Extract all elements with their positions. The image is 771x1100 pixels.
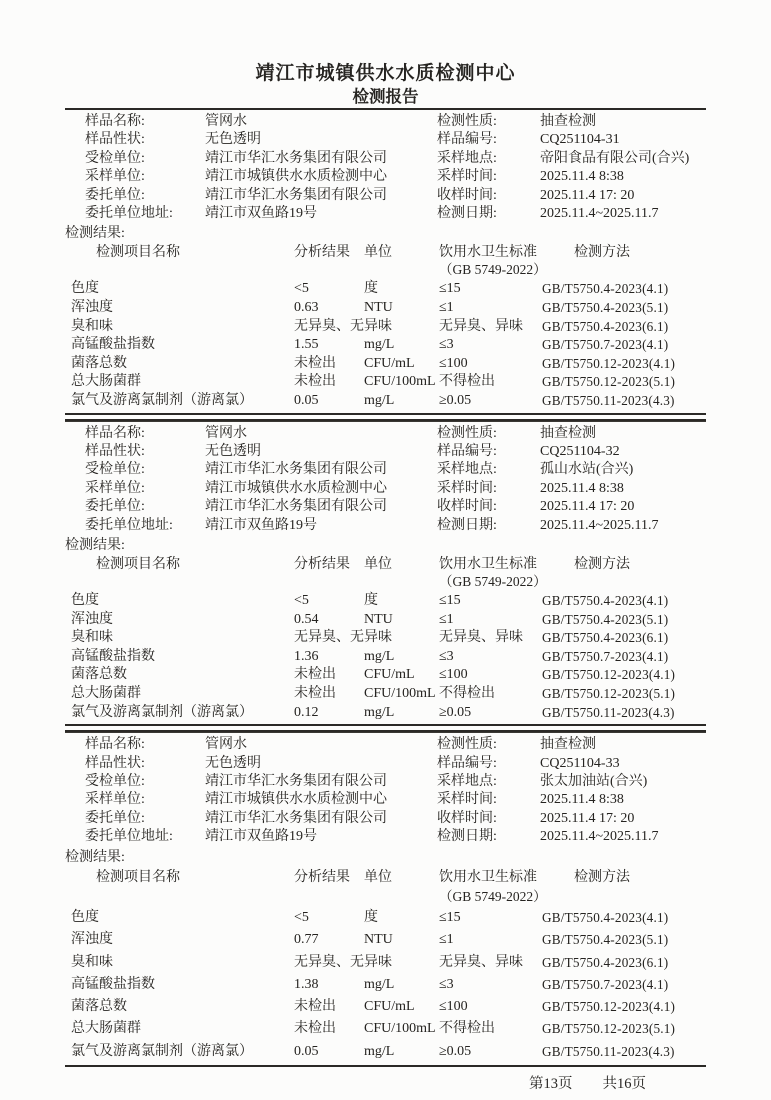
info-value-client-address: 靖江市双鱼路19号 (205, 829, 317, 845)
info-label-sample-name: 样品名称: (85, 425, 145, 441)
cell-result: 未检出 (294, 999, 336, 1015)
col-header-method: 检测方法 (574, 869, 630, 885)
table-header-row (65, 867, 706, 905)
info-label-client-unit: 委托单位: (85, 187, 145, 203)
info-value-sampling-time: 2025.11.4 8:38 (540, 169, 624, 185)
cell-result: 未检出 (294, 374, 336, 390)
cell-standard: ≥0.05 (439, 1043, 472, 1059)
info-value-sample-appearance: 无色透明 (205, 444, 261, 459)
cell-item: 菌落总数 (71, 999, 127, 1015)
cell-result: <5 (294, 909, 309, 925)
info-label-receiving-time: 收样时间: (437, 187, 497, 203)
table-row (65, 355, 706, 374)
info-value-sample-name: 管网水 (205, 737, 247, 753)
cell-method: GB/T5750.12-2023(4.1) (542, 667, 676, 683)
cell-standard: ≤100 (439, 355, 468, 371)
col-header-standard-line1: 饮用水卫生标准 (439, 245, 537, 261)
info-label-test-date: 检测日期: (437, 829, 497, 845)
cell-method: GB/T5750.11-2023(4.3) (542, 393, 675, 408)
cell-result: 0.63 (294, 300, 319, 316)
cell-result: 无异臭、无异味 (294, 954, 392, 970)
cell-method: GB/T5750.12-2023(5.1) (542, 686, 676, 701)
cell-item: 浑浊度 (71, 932, 113, 948)
col-header-unit: 单位 (364, 245, 392, 261)
cell-standard: 不得检出 (439, 1021, 495, 1037)
cell-item: 浑浊度 (71, 611, 113, 627)
info-value-inspected-unit: 靖江市华汇水务集团有限公司 (205, 774, 387, 789)
cell-unit: 度 (364, 593, 378, 609)
table-row (65, 629, 706, 648)
cell-item: 总大肠菌群 (71, 1021, 141, 1037)
table-row (65, 1018, 706, 1040)
cell-item: 高锰酸盐指数 (71, 648, 155, 664)
cell-standard: ≤15 (439, 909, 461, 925)
cell-unit: CFU/100mL (364, 686, 436, 701)
col-header-unit: 单位 (364, 557, 392, 573)
cell-standard: ≤100 (439, 667, 468, 683)
sample-info (65, 736, 706, 846)
info-label-sample-appearance: 样品性状: (85, 444, 145, 459)
info-label-client-address: 委托单位地址: (85, 517, 173, 533)
cell-result: 无异臭、无异味 (294, 630, 392, 646)
cell-method: GB/T5750.4-2023(6.1) (542, 318, 669, 334)
info-label-sample-name: 样品名称: (85, 114, 145, 129)
cell-unit: mg/L (364, 1043, 395, 1059)
col-header-standard-line2: （GB 5749-2022） (439, 574, 547, 590)
page-subtitle: 检测报告 (65, 86, 706, 110)
info-value-sample-name: 管网水 (205, 114, 247, 129)
cell-unit: CFU/100mL (364, 374, 436, 390)
table-header-row (65, 243, 706, 278)
info-value-client-unit: 靖江市华汇水务集团有限公司 (205, 810, 387, 826)
col-header-standard (439, 243, 547, 278)
sample-info (65, 425, 706, 535)
info-label-sample-appearance: 样品性状: (85, 132, 145, 148)
cell-method: GB/T5750.4-2023(4.1) (542, 593, 669, 609)
cell-method: GB/T5750.4-2023(5.1) (542, 611, 669, 627)
results-table (65, 867, 706, 1067)
cell-item: 氯气及游离氯制剂（游离氯） (71, 1043, 253, 1059)
info-label-inspected-unit: 受检单位: (85, 774, 145, 789)
info-value-test-nature: 抽查检测 (540, 425, 596, 441)
info-value-client-unit: 靖江市华汇水务集团有限公司 (205, 187, 387, 203)
cell-result: 未检出 (294, 1021, 336, 1037)
cell-item: 臭和味 (71, 318, 113, 334)
report-section (65, 422, 706, 734)
col-header-method: 检测方法 (574, 557, 630, 573)
info-value-receiving-time: 2025.11.4 17: 20 (540, 499, 635, 515)
cell-method: GB/T5750.12-2023(5.1) (542, 374, 676, 390)
col-header-item: 检测项目名称 (96, 245, 180, 261)
table-row (65, 1041, 706, 1063)
cell-method: GB/T5750.7-2023(4.1) (542, 976, 669, 992)
info-value-sampling-site: 孤山水站(合兴) (540, 462, 634, 478)
results-label: 检测结果: (65, 538, 125, 554)
page-title: 靖江市城镇供水水质检测中心 (255, 63, 516, 84)
cell-result: 未检出 (294, 355, 336, 371)
report-section (65, 733, 706, 1067)
cell-method: GB/T5750.7-2023(4.1) (542, 648, 669, 664)
cell-standard: ≤1 (439, 300, 454, 316)
cell-standard: ≤3 (439, 648, 454, 664)
cell-standard: 不得检出 (439, 686, 495, 701)
cell-method: GB/T5750.4-2023(4.1) (542, 281, 669, 297)
cell-standard: ≤15 (439, 593, 461, 609)
table-row (65, 704, 706, 723)
cell-unit: mg/L (364, 648, 395, 664)
info-value-sampling-site: 帝阳食品有限公司(合兴) (540, 150, 690, 166)
cell-unit: NTU (364, 611, 393, 627)
cell-item: 菌落总数 (71, 667, 127, 683)
info-label-sample-appearance: 样品性状: (85, 755, 145, 771)
info-value-client-unit: 靖江市华汇水务集团有限公司 (205, 499, 387, 515)
col-header-unit: 单位 (364, 869, 392, 885)
info-value-test-date: 2025.11.4~2025.11.7 (540, 206, 659, 222)
col-header-item: 检测项目名称 (96, 869, 180, 885)
info-label-sampling-time: 采样时间: (437, 792, 497, 808)
info-label-sampling-time: 采样时间: (437, 169, 497, 185)
sample-info (65, 113, 706, 223)
info-value-sampling-unit: 靖江市城镇供水水质检测中心 (205, 169, 387, 185)
info-label-test-nature: 检测性质: (437, 737, 497, 753)
results-label: 检测结果: (65, 226, 125, 242)
info-value-receiving-time: 2025.11.4 17: 20 (540, 187, 635, 203)
cell-standard: ≤3 (439, 337, 454, 353)
cell-item: 氯气及游离氯制剂（游离氯） (71, 393, 253, 408)
info-label-test-date: 检测日期: (437, 517, 497, 533)
cell-item: 氯气及游离氯制剂（游离氯） (71, 704, 253, 720)
info-value-inspected-unit: 靖江市华汇水务集团有限公司 (205, 150, 387, 166)
cell-standard: ≤100 (439, 999, 468, 1015)
cell-unit: CFU/100mL (364, 1021, 436, 1037)
cell-method: GB/T5750.12-2023(4.1) (542, 355, 676, 371)
page-total: 共16页 (602, 1076, 646, 1092)
table-row (65, 592, 706, 611)
results-label: 检测结果: (65, 849, 125, 865)
info-value-test-nature: 抽查检测 (540, 114, 596, 129)
cell-result: <5 (294, 281, 309, 297)
table-row (65, 299, 706, 318)
cell-unit: 度 (364, 909, 378, 925)
info-label-sample-no: 样品编号: (437, 755, 497, 771)
info-label-sample-name: 样品名称: (85, 737, 145, 753)
cell-unit: NTU (364, 300, 393, 316)
info-value-sample-no: CQ251104-31 (540, 132, 620, 148)
info-value-sampling-unit: 靖江市城镇供水水质检测中心 (205, 792, 387, 808)
cell-standard: 不得检出 (439, 374, 495, 390)
cell-unit: mg/L (364, 337, 395, 353)
info-value-sample-appearance: 无色透明 (205, 132, 261, 148)
info-label-client-address: 委托单位地址: (85, 206, 173, 222)
cell-result: 1.36 (294, 648, 319, 664)
cell-unit: mg/L (364, 393, 395, 408)
cell-method: GB/T5750.4-2023(5.1) (542, 300, 669, 316)
table-row (65, 974, 706, 996)
cell-result: 0.12 (294, 704, 319, 720)
info-label-test-date: 检测日期: (437, 206, 497, 222)
info-label-test-nature: 检测性质: (437, 114, 497, 129)
info-label-test-nature: 检测性质: (437, 425, 497, 441)
col-header-item: 检测项目名称 (96, 557, 180, 573)
info-label-client-address: 委托单位地址: (85, 829, 173, 845)
col-header-result: 分析结果 (294, 245, 350, 261)
cell-result: 0.54 (294, 611, 319, 627)
info-value-test-date: 2025.11.4~2025.11.7 (540, 517, 659, 533)
cell-unit: CFU/mL (364, 355, 415, 371)
info-label-receiving-time: 收样时间: (437, 810, 497, 826)
cell-result: 1.55 (294, 337, 319, 353)
info-value-sampling-unit: 靖江市城镇供水水质检测中心 (205, 480, 387, 496)
cell-standard: ≤1 (439, 611, 454, 627)
cell-item: 色度 (71, 909, 99, 925)
info-value-sampling-site: 张太加油站(合兴) (540, 774, 648, 789)
cell-standard: ≤1 (439, 932, 454, 948)
info-label-sampling-unit: 采样单位: (85, 480, 145, 496)
cell-method: GB/T5750.7-2023(4.1) (542, 337, 669, 353)
info-label-inspected-unit: 受检单位: (85, 150, 145, 166)
cell-item: 色度 (71, 593, 99, 609)
cell-method: GB/T5750.12-2023(4.1) (542, 999, 676, 1015)
cell-item: 色度 (71, 281, 99, 297)
cell-method: GB/T5750.4-2023(4.1) (542, 909, 669, 925)
table-row (65, 685, 706, 704)
cell-result: 未检出 (294, 667, 336, 683)
table-header-row (65, 555, 706, 590)
cell-unit: 度 (364, 281, 378, 297)
info-label-sampling-time: 采样时间: (437, 480, 497, 496)
cell-item: 总大肠菌群 (71, 686, 141, 701)
sections-container (65, 110, 706, 1067)
table-row (65, 996, 706, 1018)
table-row (65, 907, 706, 929)
results-table (65, 555, 706, 726)
cell-item: 高锰酸盐指数 (71, 976, 155, 992)
cell-item: 臭和味 (71, 630, 113, 646)
cell-method: GB/T5750.11-2023(4.3) (542, 1043, 675, 1059)
col-header-standard (439, 555, 547, 590)
cell-method: GB/T5750.12-2023(5.1) (542, 1021, 676, 1037)
cell-item: 总大肠菌群 (71, 374, 141, 390)
info-value-sample-no: CQ251104-32 (540, 444, 620, 459)
col-header-standard-line2: （GB 5749-2022） (439, 888, 547, 904)
info-label-sampling-site: 采样地点: (437, 150, 497, 166)
table-row (65, 392, 706, 411)
info-label-sampling-site: 采样地点: (437, 774, 497, 789)
cell-item: 浑浊度 (71, 300, 113, 316)
table-row (65, 336, 706, 355)
table-row (65, 611, 706, 630)
cell-result: 无异臭、无异味 (294, 318, 392, 334)
col-header-standard-line1: 饮用水卫生标准 (439, 557, 537, 573)
col-header-method: 检测方法 (574, 245, 630, 261)
table-row (65, 318, 706, 337)
info-label-inspected-unit: 受检单位: (85, 462, 145, 478)
cell-item: 臭和味 (71, 954, 113, 970)
info-value-inspected-unit: 靖江市华汇水务集团有限公司 (205, 462, 387, 478)
table-row (65, 648, 706, 667)
info-value-sampling-time: 2025.11.4 8:38 (540, 792, 624, 808)
page-footer (65, 1075, 706, 1094)
info-value-client-address: 靖江市双鱼路19号 (205, 517, 317, 533)
col-header-result: 分析结果 (294, 557, 350, 573)
info-value-test-date: 2025.11.4~2025.11.7 (540, 829, 659, 845)
info-label-sampling-unit: 采样单位: (85, 792, 145, 808)
cell-result: 0.05 (294, 393, 319, 408)
cell-unit: NTU (364, 932, 393, 948)
cell-method: GB/T5750.4-2023(5.1) (542, 932, 669, 948)
info-value-client-address: 靖江市双鱼路19号 (205, 206, 317, 222)
results-table (65, 243, 706, 414)
report-section (65, 110, 706, 422)
cell-method: GB/T5750.4-2023(6.1) (542, 954, 669, 970)
cell-unit (364, 318, 439, 337)
info-value-test-nature: 抽查检测 (540, 737, 596, 753)
cell-unit: CFU/mL (364, 999, 415, 1015)
cell-method: GB/T5750.4-2023(6.1) (542, 630, 669, 646)
info-value-sampling-time: 2025.11.4 8:38 (540, 480, 624, 496)
table-row (65, 666, 706, 685)
cell-item: 高锰酸盐指数 (71, 337, 155, 353)
cell-standard: ≤3 (439, 976, 454, 992)
cell-result: <5 (294, 593, 309, 609)
cell-standard: 无异臭、异味 (439, 318, 523, 334)
col-header-result: 分析结果 (294, 869, 350, 885)
cell-standard: 无异臭、异味 (439, 630, 523, 646)
info-label-sampling-site: 采样地点: (437, 462, 497, 478)
cell-standard: ≥0.05 (439, 704, 472, 720)
info-label-client-unit: 委托单位: (85, 810, 145, 826)
cell-standard: ≥0.05 (439, 393, 472, 408)
cell-item: 菌落总数 (71, 355, 127, 371)
cell-method: GB/T5750.11-2023(4.3) (542, 704, 675, 720)
cell-result: 未检出 (294, 686, 336, 701)
info-label-sampling-unit: 采样单位: (85, 169, 145, 185)
info-value-sample-name: 管网水 (205, 425, 247, 441)
cell-standard: ≤15 (439, 281, 461, 297)
page-number: 第13页 (529, 1076, 573, 1092)
cell-unit: mg/L (364, 704, 395, 720)
table-row (65, 280, 706, 299)
info-value-sample-appearance: 无色透明 (205, 755, 261, 771)
cell-unit: CFU/mL (364, 667, 415, 683)
cell-unit: mg/L (364, 976, 395, 992)
info-label-sample-no: 样品编号: (437, 444, 497, 459)
info-value-receiving-time: 2025.11.4 17: 20 (540, 810, 635, 826)
info-value-sample-no: CQ251104-33 (540, 755, 620, 771)
col-header-standard-line2: （GB 5749-2022） (439, 262, 547, 278)
cell-result: 0.77 (294, 932, 319, 948)
info-label-receiving-time: 收样时间: (437, 499, 497, 515)
cell-result: 0.05 (294, 1043, 319, 1059)
cell-standard: 无异臭、异味 (439, 954, 523, 970)
table-row (65, 929, 706, 951)
info-label-client-unit: 委托单位: (85, 499, 145, 515)
cell-unit (364, 952, 439, 974)
col-header-standard (439, 867, 547, 905)
cell-result: 1.38 (294, 976, 319, 992)
col-header-standard-line1: 饮用水卫生标准 (439, 869, 537, 885)
table-row (65, 373, 706, 392)
cell-unit (364, 629, 439, 648)
table-row (65, 952, 706, 974)
info-label-sample-no: 样品编号: (437, 132, 497, 148)
